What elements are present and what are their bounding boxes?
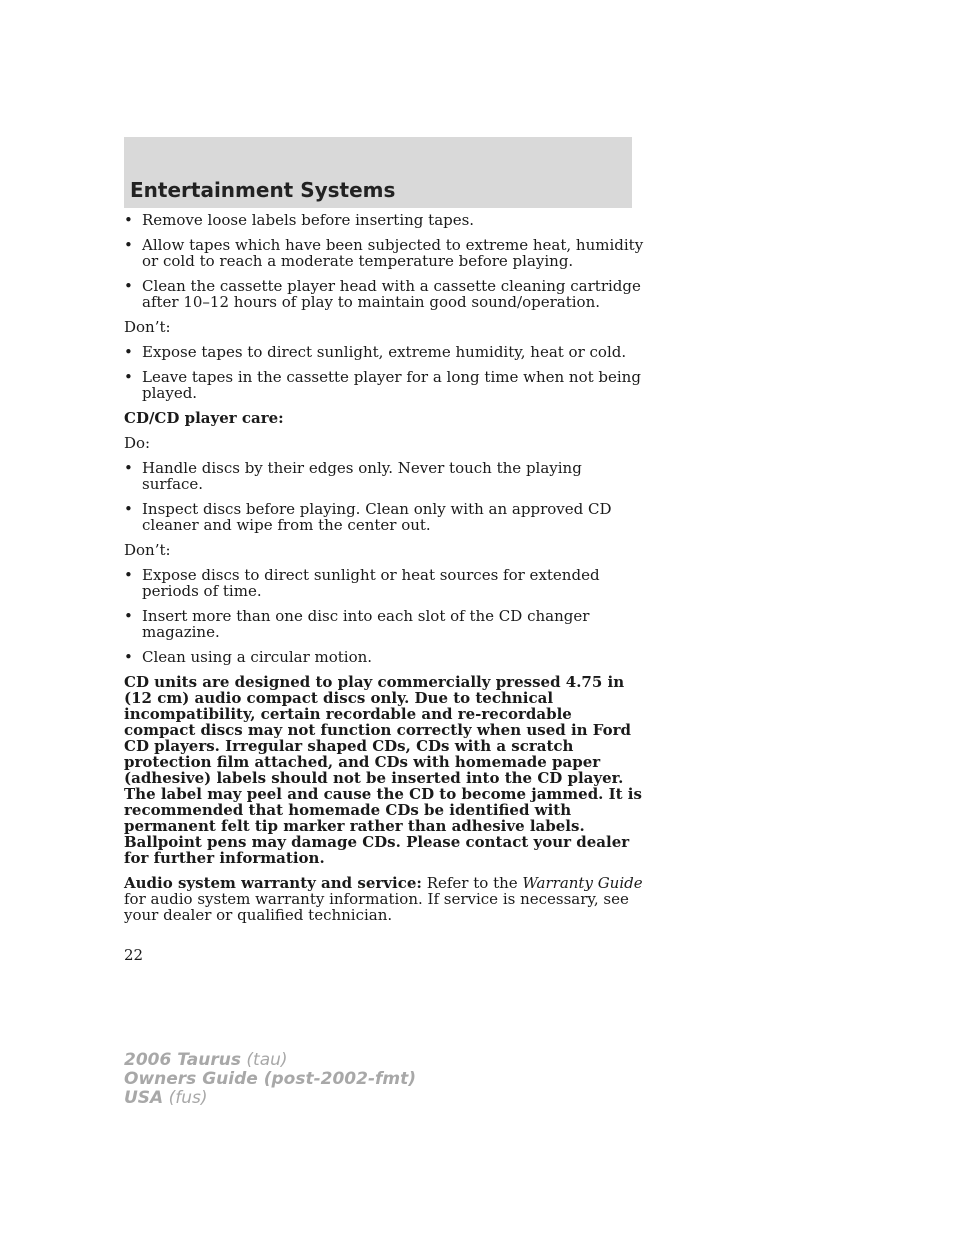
list-item-text: Leave tapes in the cassette player for a long time when not being played. <box>142 368 641 402</box>
warranty-guide-name: Warranty Guide <box>522 874 643 892</box>
bullet-icon: • <box>124 459 133 477</box>
footer-region: USA <box>124 1088 164 1108</box>
bullet-icon: • <box>124 368 133 386</box>
list-item <box>124 344 644 360</box>
list-item <box>124 369 644 401</box>
bullet-icon: • <box>124 566 133 584</box>
list-item-text: Insert more than one disc into each slot of the CD changer magazine. <box>142 607 590 641</box>
list-item-text: Remove loose labels before inserting tapes. <box>142 211 475 229</box>
list-item-text: Allow tapes which have been subjected to extreme heat, humidity or cold to reach a moderate temperature before playing. <box>142 236 644 270</box>
list-item-text: Clean the cassette player head with a cassette cleaning cartridge after 10–12 hours of play to maintain good sound/operation. <box>142 277 641 311</box>
section-title: Entertainment Systems <box>130 178 396 202</box>
list-item <box>124 567 644 599</box>
section-header <box>124 137 632 208</box>
list-item-text: Expose tapes to direct sunlight, extreme humidity, heat or cold. <box>142 343 627 361</box>
warranty-text-before: Refer to the <box>426 874 518 892</box>
list-item-text: Clean using a circular motion. <box>142 648 373 666</box>
list-item <box>124 608 644 640</box>
warranty-text-after: for audio system warranty information. If service is necessary, see your dealer or qualified technician. <box>124 890 629 924</box>
list-item <box>124 237 644 269</box>
warranty-paragraph <box>124 875 644 923</box>
footer-model-code: (tau) <box>246 1050 288 1070</box>
bullet-icon: • <box>124 236 133 254</box>
tape-dont-label: Don’t: <box>124 318 171 336</box>
cd-care-heading: CD/CD player care: <box>124 409 284 427</box>
page-number: 22 <box>124 946 144 964</box>
page-content <box>124 212 644 932</box>
list-item <box>124 649 644 665</box>
bullet-icon: • <box>124 607 133 625</box>
footer-region-code: (fus) <box>168 1088 208 1108</box>
bullet-icon: • <box>124 343 133 361</box>
warranty-label: Audio system warranty and service: <box>124 874 422 892</box>
bullet-icon: • <box>124 211 133 229</box>
list-item <box>124 212 644 228</box>
list-item <box>124 278 644 310</box>
cd-do-label: Do: <box>124 434 151 452</box>
list-item-text: Handle discs by their edges only. Never touch the playing surface. <box>142 459 582 493</box>
list-item-text: Inspect discs before playing. Clean only with an approved CD cleaner and wipe from the center out. <box>142 500 612 534</box>
bullet-icon: • <box>124 277 133 295</box>
footer-guide: Owners Guide (post-2002-fmt) <box>124 1069 417 1089</box>
footer-model: 2006 Taurus <box>124 1050 241 1070</box>
footer-line-region <box>124 1089 416 1108</box>
cd-dont-label: Don’t: <box>124 541 171 559</box>
document-footer <box>124 1051 416 1108</box>
cd-warning: CD units are designed to play commercially pressed 4.75 in (12 cm) audio compact discs only. Due to technical incompatibility, certain recordable and re-recordable compact discs may not function correctly when used in Ford CD players. Irregular shaped CDs, CDs with a scratch protection film attached, and CDs with homemade paper (adhesive) labels should not be inserted into the CD player. The label may peel and cause the CD to become jammed. It is recommended that homemade CDs be identified with permanent felt tip marker rather than adhesive labels. Ballpoint pens may damage CDs. Please contact your dealer for further information. <box>124 673 642 867</box>
list-item <box>124 460 644 492</box>
bullet-icon: • <box>124 500 133 518</box>
bullet-icon: • <box>124 648 133 666</box>
list-item-text: Expose discs to direct sunlight or heat sources for extended periods of time. <box>142 566 600 600</box>
footer-line-model <box>124 1051 416 1070</box>
list-item <box>124 501 644 533</box>
